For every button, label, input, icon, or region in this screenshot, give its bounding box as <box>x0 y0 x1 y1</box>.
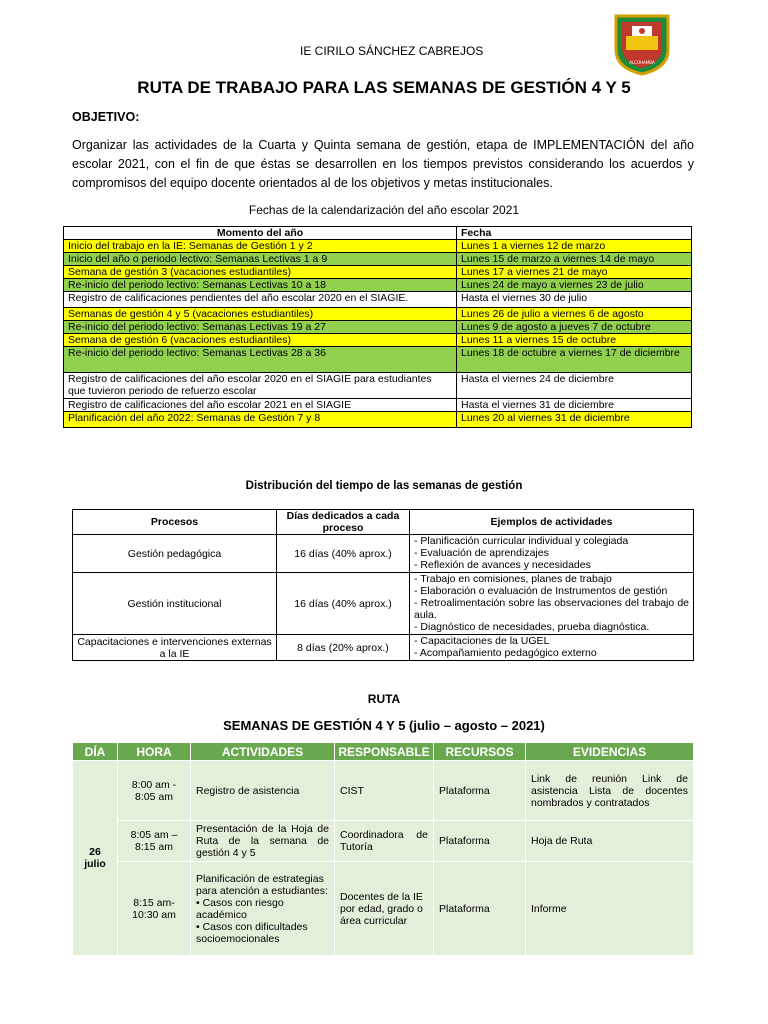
example-item: - Diagnóstico de necesidades, prueba diagnóstica. <box>414 621 650 633</box>
route-row <box>73 761 694 821</box>
calendar-moment: Semana de gestión 3 (vacaciones estudiantiles) <box>64 266 457 279</box>
distribution-days: 8 días (20% aprox.) <box>277 635 410 661</box>
route-activity: Registro de asistencia <box>191 761 335 821</box>
distribution-process: Gestión institucional <box>73 573 277 635</box>
example-item: - Trabajo en comisiones, planes de trabajo <box>414 573 612 585</box>
calendar-date: Hasta el viernes 24 de diciembre <box>457 373 692 399</box>
calendar-date: Lunes 26 de julio a viernes 6 de agosto <box>457 308 692 321</box>
calendar-row <box>64 292 692 308</box>
example-item: - Acompañamiento pedagógico externo <box>414 647 597 659</box>
distribution-days: 16 días (40% aprox.) <box>277 535 410 573</box>
distribution-row <box>73 573 694 635</box>
objective-text: Organizar las actividades de la Cuarta y Quinta semana de gestión, etapa de IMPLEMENTACIÓN del año escolar 2021, con el fin de que éstas se desarrollen en los tiempos previstos considerando los acuerdos y compromisos del equipo docente orientados al de los objetivos y metas institucionales. <box>72 138 694 190</box>
calendar-moment: Registro de calificaciones del año escolar 2021 en el SIAGIE <box>64 399 457 412</box>
route-header-evidence: EVIDENCIAS <box>526 743 694 761</box>
route-header-time: HORA <box>118 743 191 761</box>
distribution-process: Gestión pedagógica <box>73 535 277 573</box>
calendar-row <box>64 279 692 292</box>
distribution-days: 16 días (40% aprox.) <box>277 573 410 635</box>
distribution-examples <box>410 535 694 573</box>
route-activity-cell <box>191 862 335 956</box>
calendar-row <box>64 308 692 321</box>
calendar-row <box>64 266 692 279</box>
distribution-header-process: Procesos <box>73 510 277 535</box>
route-responsible: Docentes de la IE por edad, grado o área curricular <box>335 862 434 956</box>
distribution-header-row <box>73 510 694 535</box>
distribution-table <box>72 509 694 661</box>
calendar-moment: Re-inicio del periodo lectivo: Semanas Lectivas 28 a 36 <box>64 347 457 373</box>
school-crest-logo <box>612 12 672 76</box>
calendar-row <box>64 240 692 253</box>
example-item: - Planificación curricular individual y colegiada <box>414 535 629 547</box>
calendar-row <box>64 347 692 373</box>
calendar-date: Lunes 17 a viernes 21 de mayo <box>457 266 692 279</box>
calendar-date: Hasta el viernes 31 de diciembre <box>457 399 692 412</box>
route-header-row <box>73 743 694 761</box>
svg-text:ALCOHAMBA: ALCOHAMBA <box>629 60 655 65</box>
route-resources: Plataforma <box>434 761 526 821</box>
calendar-moment: Inicio del trabajo en la IE: Semanas de Gestión 1 y 2 <box>64 240 457 253</box>
route-header-resources: RECURSOS <box>434 743 526 761</box>
route-header-day: DÍA <box>73 743 118 761</box>
distribution-header-days: Días dedicados a cada proceso <box>277 510 410 535</box>
route-resources: Plataforma <box>434 821 526 862</box>
route-activity-item: • Casos con dificultades socioemocionales <box>196 920 308 945</box>
example-item: - Retroalimentación sobre las observaciones del trabajo de aula. <box>414 597 689 621</box>
route-table <box>72 742 694 956</box>
distribution-row <box>73 635 694 661</box>
calendar-date: Lunes 9 de agosto a jueves 7 de octubre <box>457 321 692 334</box>
distribution-row <box>73 535 694 573</box>
calendar-date: Lunes 1 a viernes 12 de marzo <box>457 240 692 253</box>
route-time: 8:15 am- 10:30 am <box>118 862 191 956</box>
distribution-examples <box>410 635 694 661</box>
calendar-row <box>64 399 692 412</box>
calendar-moment: Registro de calificaciones del año escolar 2020 en el SIAGIE para estudiantes que tuvieron periodo de refuerzo escolar <box>64 373 457 399</box>
example-item: - Reflexión de avances y necesidades <box>414 559 591 571</box>
route-evidence: Link de reunión Link de asistencia Lista de docentes nombrados y contratados <box>526 761 694 821</box>
route-label: RUTA <box>367 692 401 706</box>
calendar-moment: Semana de gestión 6 (vacaciones estudiantiles) <box>64 334 457 347</box>
calendar-moment: Semanas de gestión 4 y 5 (vacaciones estudiantiles) <box>64 308 457 321</box>
route-header-responsible: RESPONSABLE <box>335 743 434 761</box>
route-resources: Plataforma <box>434 862 526 956</box>
calendar-moment: Inicio del año o periodo lectivo: Semanas Lectivas 1 a 9 <box>64 253 457 266</box>
route-subtitle: SEMANAS DE GESTIÓN 4 Y 5 (julio – agosto – 2021) <box>223 718 545 733</box>
page-title: RUTA DE TRABAJO PARA LAS SEMANAS DE GESTIÓN 4 Y 5 <box>137 78 631 97</box>
route-evidence: Informe <box>526 862 694 956</box>
calendar-header-moment: Momento del año <box>64 227 457 240</box>
route-activity-item: • Casos con riesgo académico <box>196 896 284 921</box>
route-day: 26 julio <box>73 761 118 956</box>
calendar-row <box>64 321 692 334</box>
route-activity: Presentación de la Hoja de Ruta de la semana de gestión 4 y 5 <box>191 821 335 862</box>
distribution-title: Distribución del tiempo de las semanas de gestión <box>245 480 523 492</box>
route-evidence: Hoja de Ruta <box>526 821 694 862</box>
calendar-date: Hasta el viernes 30 de julio <box>457 292 692 308</box>
objective-label: OBJETIVO: <box>72 110 140 124</box>
distribution-process: Capacitaciones e intervenciones externas a la IE <box>73 635 277 661</box>
calendar-row <box>64 334 692 347</box>
calendar-row <box>64 373 692 399</box>
route-header-activities: ACTIVIDADES <box>191 743 335 761</box>
school-name: IE CIRILO SÁNCHEZ CABREJOS <box>300 44 484 58</box>
example-item: - Capacitaciones de la UGEL <box>414 635 550 647</box>
calendar-row <box>64 253 692 266</box>
calendar-title: Fechas de la calendarización del año escolar 2021 <box>248 203 520 217</box>
calendar-moment: Registro de calificaciones pendientes del año escolar 2020 en el SIAGIE. <box>64 292 457 308</box>
calendar-moment: Re-inicio del periodo lectivo: Semanas Lectivas 19 a 27 <box>64 321 457 334</box>
example-item: - Evaluación de aprendizajes <box>414 547 549 559</box>
route-time: 8:05 am – 8:15 am <box>118 821 191 862</box>
route-time: 8:00 am - 8:05 am <box>118 761 191 821</box>
distribution-header-examples: Ejemplos de actividades <box>410 510 694 535</box>
calendar-date: Lunes 11 a viernes 15 de octubre <box>457 334 692 347</box>
calendar-table <box>63 226 692 428</box>
route-responsible: CIST <box>335 761 434 821</box>
distribution-examples <box>410 573 694 635</box>
route-responsible: Coordinadora de Tutoría <box>335 821 434 862</box>
route-activity: Planificación de estrategias para atención a estudiantes: <box>196 872 328 897</box>
calendar-date: Lunes 24 de mayo a viernes 23 de julio <box>457 279 692 292</box>
calendar-header-date: Fecha <box>457 227 692 240</box>
example-item: - Elaboración o evaluación de Instrumentos de gestión <box>414 585 668 597</box>
calendar-header-row <box>64 227 692 240</box>
calendar-moment: Re-inicio del periodo lectivo: Semanas Lectivas 10 a 18 <box>64 279 457 292</box>
calendar-row <box>64 412 692 428</box>
calendar-date: Lunes 18 de octubre a viernes 17 de diciembre <box>457 347 692 373</box>
route-row <box>73 821 694 862</box>
calendar-date: Lunes 20 al viernes 31 de diciembre <box>457 412 692 428</box>
route-row <box>73 862 694 956</box>
calendar-date: Lunes 15 de marzo a viernes 14 de mayo <box>457 253 692 266</box>
calendar-moment: Planificación del año 2022: Semanas de Gestión 7 y 8 <box>64 412 457 428</box>
